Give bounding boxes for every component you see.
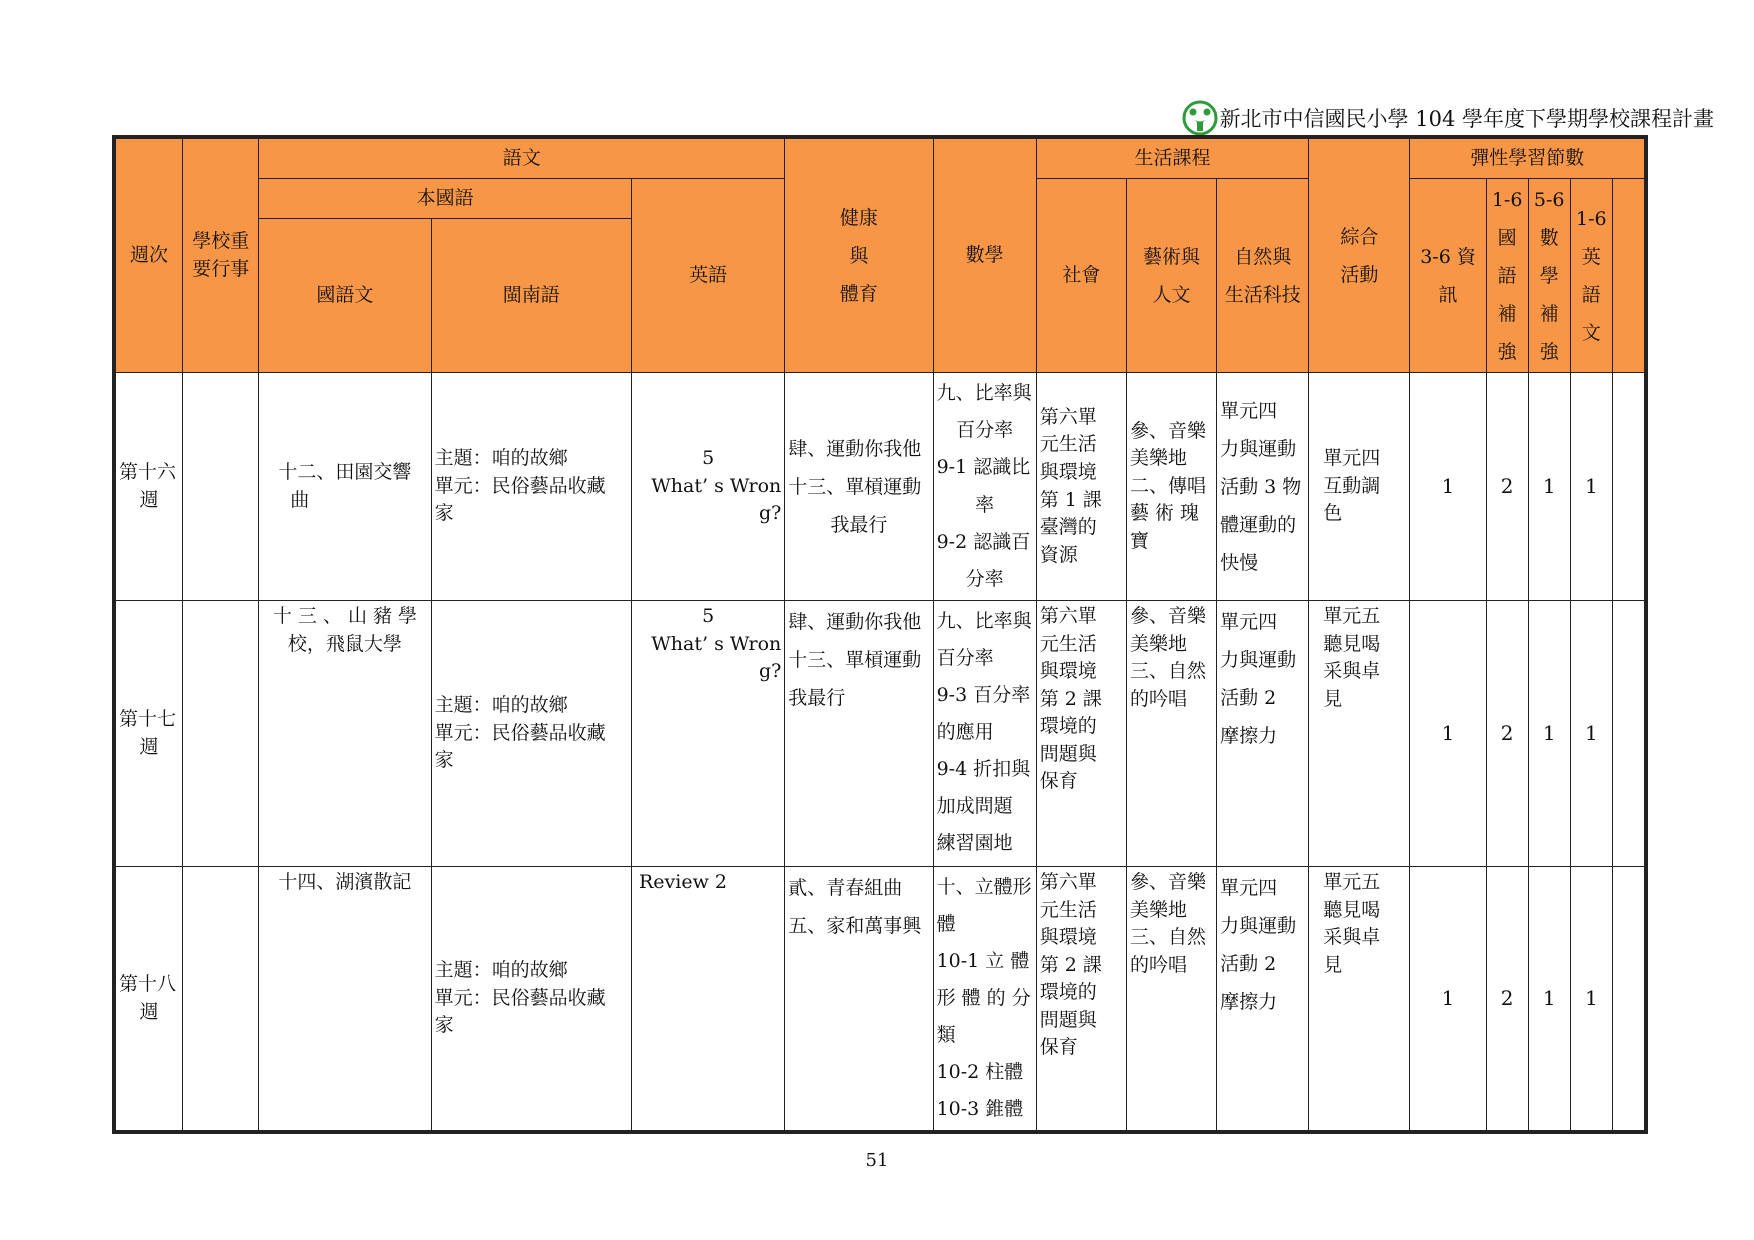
- science-cell: 單元四 力與運動 活動 3 物 體運動的 快慢: [1217, 373, 1309, 601]
- social-cell: 第六單 元生活 與環境 第 1 課 臺灣的 資源: [1036, 373, 1126, 601]
- week-cell: 第十六 週: [116, 373, 183, 601]
- col-native-header: 本國語: [259, 179, 632, 219]
- flex-math-cell: 1: [1528, 601, 1570, 867]
- flex-mandarin-cell: 2: [1486, 867, 1528, 1131]
- document-header: [1182, 100, 1714, 136]
- col-events-header: 學校重要行事: [183, 139, 259, 373]
- math-cell: 九、比率與 百分率 9-1 認識比 率 9-2 認識百 分率: [933, 373, 1036, 601]
- flex-mandarin-cell: 2: [1486, 373, 1528, 601]
- document-title: 新北市中信國民小學 104 學年度下學期學校課程計畫: [1219, 107, 1714, 131]
- health-cell: 肆、運動你我他 十三、單槓運動 我最行: [785, 601, 933, 867]
- english-cell: 5 What’ s Wrong?: [631, 373, 784, 601]
- social-cell: 第六單 元生活 與環境 第 2 課 環境的 問題與 保育: [1036, 867, 1126, 1131]
- english-cell: Review 2: [631, 867, 784, 1131]
- col-mandarin-header: 國語文: [259, 219, 431, 373]
- col-arts-header: 藝術與 人文: [1126, 179, 1216, 373]
- col-language-header: 語文: [259, 139, 785, 179]
- col-integrated-header: 綜合 活動: [1309, 139, 1410, 373]
- table-row-week-17: [116, 601, 1645, 867]
- table-row-week-18: [116, 867, 1645, 1131]
- events-cell: [183, 373, 259, 601]
- integrated-cell: 單元五 聽見喝 采與卓 見: [1309, 601, 1410, 867]
- col-minnan-header: 閩南語: [431, 219, 631, 373]
- col-life-header: 生活課程: [1036, 139, 1309, 179]
- flex-mandarin-cell: 2: [1486, 601, 1528, 867]
- col-science-header: 自然與 生活科技: [1217, 179, 1309, 373]
- mandarin-cell: 十 三 、 山 豬 學 校，飛鼠大學: [259, 601, 431, 867]
- flex-english-cell: 1: [1570, 867, 1612, 1131]
- social-cell: 第六單 元生活 與環境 第 2 課 環境的 問題與 保育: [1036, 601, 1126, 867]
- col-flex-header: 彈性學習節數: [1410, 139, 1645, 179]
- flex-math-cell: 1: [1528, 867, 1570, 1131]
- english-cell: 5 What’ s Wrong?: [631, 601, 784, 867]
- curriculum-table-frame: [112, 135, 1648, 1134]
- health-cell: 貳、青春組曲 五、家和萬事興: [785, 867, 933, 1131]
- col-social-header: 社會: [1036, 179, 1126, 373]
- arts-cell: 參、音樂 美樂地 三、自然 的吟唱: [1126, 601, 1216, 867]
- week-cell: 第十八 週: [116, 867, 183, 1131]
- science-cell: 單元四 力與運動 活動 2 摩擦力: [1217, 867, 1309, 1131]
- col-flex-info-header: 3-6 資 訊: [1410, 179, 1486, 373]
- col-week-header: 週次: [116, 139, 183, 373]
- col-math-header: 數學: [933, 139, 1036, 373]
- flex-empty-cell: [1612, 601, 1644, 867]
- flex-info-cell: 1: [1410, 867, 1486, 1131]
- flex-info-cell: 1: [1410, 601, 1486, 867]
- col-english-header: 英語: [631, 179, 784, 373]
- integrated-cell: 單元四 互動調 色: [1309, 373, 1410, 601]
- events-cell: [183, 601, 259, 867]
- col-flex-math-header: 5-6 數 學 補 強: [1528, 179, 1570, 373]
- flex-empty-cell: [1612, 373, 1644, 601]
- arts-cell: 參、音樂 美樂地 三、自然 的吟唱: [1126, 867, 1216, 1131]
- mandarin-cell: 十四、湖濱散記: [259, 867, 431, 1131]
- arts-cell: 參、音樂 美樂地 二、傳唱 藝 術 瑰 寶: [1126, 373, 1216, 601]
- page-number: 51: [865, 1150, 889, 1171]
- col-flex-empty-header: [1612, 179, 1644, 373]
- flex-english-cell: 1: [1570, 373, 1612, 601]
- flex-english-cell: 1: [1570, 601, 1612, 867]
- minnan-cell: 主題：咱的故鄉 單元：民俗藝品收藏 家: [431, 867, 631, 1131]
- mandarin-cell: 十二、田園交響 曲: [259, 373, 431, 601]
- col-health-header: 健康 與 體育: [785, 139, 933, 373]
- events-cell: [183, 867, 259, 1131]
- week-cell: 第十七 週: [116, 601, 183, 867]
- minnan-cell: 主題：咱的故鄉 單元：民俗藝品收藏 家: [431, 373, 631, 601]
- col-flex-mandarin-header: 1-6 國 語 補 強: [1486, 179, 1528, 373]
- health-cell: 肆、運動你我他 十三、單槓運動 我最行: [785, 373, 933, 601]
- minnan-cell: 主題：咱的故鄉 單元：民俗藝品收藏 家: [431, 601, 631, 867]
- science-cell: 單元四 力與運動 活動 2 摩擦力: [1217, 601, 1309, 867]
- math-cell: 九、比率與 百分率 9-3 百分率 的應用 9-4 折扣與 加成問題 練習園地: [933, 601, 1036, 867]
- flex-info-cell: 1: [1410, 373, 1486, 601]
- flex-math-cell: 1: [1528, 373, 1570, 601]
- col-flex-english-header: 1-6 英 語 文: [1570, 179, 1612, 373]
- flex-empty-cell: [1612, 867, 1644, 1131]
- table-row-week-16: [116, 373, 1645, 601]
- integrated-cell: 單元五 聽見喝 采與卓 見: [1309, 867, 1410, 1131]
- curriculum-table: [115, 138, 1645, 1131]
- school-logo-icon: [1182, 100, 1218, 136]
- math-cell: 十、立體形 體 10-1 立 體 形 體 的 分 類 10-2 柱體 10-3 錐體: [933, 867, 1036, 1131]
